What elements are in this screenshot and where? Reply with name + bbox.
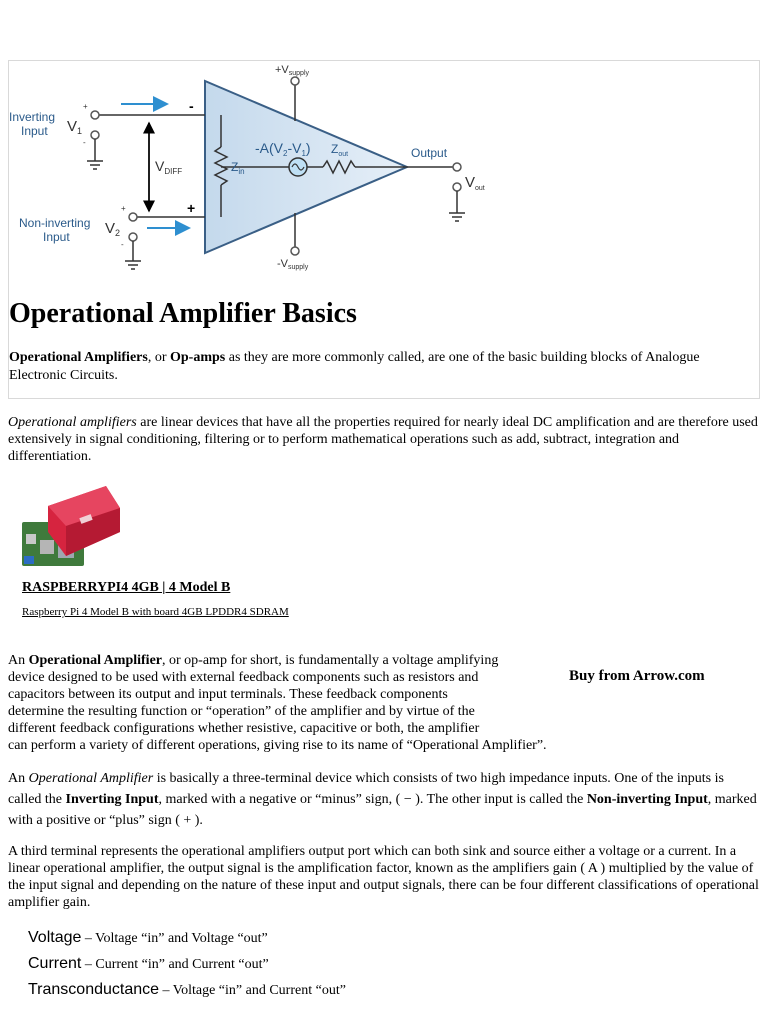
noninverting-label-2: Input: [43, 230, 70, 244]
zin-label: $Z_{in}$: [231, 160, 245, 176]
paragraph-3-text-3: , marked with a positive or “plus” sign ( + ).: [8, 792, 757, 828]
paragraph-2: [8, 652, 568, 754]
paragraph-2-bold: Operational Amplifier: [28, 653, 163, 668]
gain-term: Current: [28, 955, 82, 972]
paragraph-2-lead: An: [8, 653, 29, 668]
paragraph-2-line-5: can perform a variety of different operations, giving rise to its name of “Operational Amplifier”.: [8, 738, 547, 753]
vsupply-neg-label: -Vsupply: [277, 258, 309, 271]
paragraph-3-lead: An: [8, 771, 29, 786]
intro-bold-1: Operational Amplifiers: [9, 350, 148, 365]
intro-text: [9, 349, 749, 385]
paragraph-3: [8, 768, 760, 831]
list-item: [28, 954, 628, 980]
vdiff-label: $V_{DIFF}$: [155, 158, 183, 176]
plus-sign: +: [187, 200, 196, 216]
vout-label: $V_{out}$: [465, 174, 485, 192]
paragraph-1: [8, 414, 760, 465]
paragraph-3-italic: Operational Amplifier: [28, 771, 154, 786]
gain-classification-list: [28, 928, 628, 1006]
gain-desc: – Voltage “in” and Voltage “out”: [81, 931, 268, 946]
list-item: [28, 980, 628, 1006]
page-title: Operational Amplifier Basics: [9, 298, 357, 329]
opamp-diagram: [9, 61, 499, 285]
paragraph-2-line-3: determine the resulting function or “operation” of the amplifier and by virtue of the: [8, 704, 475, 719]
output-label: Output: [411, 146, 448, 160]
pin-plus-1: +: [83, 102, 88, 111]
paragraph-1-italic: Operational amplifiers: [8, 415, 137, 430]
paragraph-2-line-2: capacitors between its output and input terminals. These feedback components: [8, 687, 448, 702]
v2-label: $V_2$: [105, 220, 121, 238]
product-title-link[interactable]: RASPBERRYPI4 4GB | 4 Model B: [22, 580, 231, 595]
paragraph-4: A third terminal represents the operational amplifiers output port which can both sink and source either a voltage or a current. In a linear operational amplifier, the output signal is the amplification factor, known as the amplifiers gain ( A ) multiplied by the value of the input signal and depending on the nature of these input and output signals, there can be four different classifications of operational amplifier gain.: [8, 844, 759, 910]
pin-plus-2: +: [121, 204, 126, 213]
v1-label: $V_1$: [67, 118, 83, 136]
paragraph-2-line-4: different feedback configurations whether resistive, capacitive or both, the amplifier: [8, 721, 480, 736]
gain-term: Transconductance: [28, 981, 160, 998]
gain-desc: – Current “in” and Current “out”: [81, 957, 269, 972]
vsupply-pos-label: +Vsupply: [275, 64, 309, 77]
paragraph-3-text-1: is basically a three-terminal device which consists of two high impedance inputs. One of the inputs is called the: [8, 771, 724, 807]
article-card: [8, 60, 760, 399]
list-item: [28, 928, 628, 954]
intro-bold-2: Op-amps: [170, 350, 226, 365]
paragraph-3-text-2: , marked with a negative or “minus” sign, ( − ). The other input is called the: [158, 792, 587, 807]
minus-sign: -: [189, 98, 194, 114]
product-description-link[interactable]: Raspberry Pi 4 Model B with board 4GB LPDDR4 SDRAM: [22, 606, 289, 618]
gain-term: Voltage: [28, 929, 82, 946]
paragraph-1-text: are linear devices that have all the properties required for nearly ideal DC amplification and are therefore used extensively in signal conditioning, filtering or to perform mathematical operations such as add, subtract, integration and differentiation.: [8, 415, 758, 464]
raspberry-pi-product-image[interactable]: [20, 486, 120, 576]
paragraph-2-line-1: device designed to be used with external feedback components such as resistors and: [8, 670, 479, 685]
pin-minus-2: -: [121, 240, 124, 249]
zout-label: $Z_{out}$: [331, 142, 349, 158]
inverting-label-2: Input: [21, 124, 48, 138]
intro-text-1: , or: [147, 350, 170, 365]
noninverting-label-1: Non-inverting: [19, 216, 91, 230]
buy-from-arrow-link[interactable]: Buy from Arrow.com: [569, 668, 705, 684]
paragraph-2-line-0: , or op-amp for short, is fundamentally a voltage amplifying: [162, 653, 499, 668]
paragraph-3-bold-1: Inverting Input: [65, 792, 159, 807]
inverting-label-1: Inverting: [9, 110, 56, 124]
gain-desc: – Voltage “in” and Current “out”: [159, 983, 346, 998]
pin-minus-1: -: [83, 138, 86, 147]
paragraph-3-bold-2: Non-inverting Input: [586, 792, 708, 807]
gain-label: $-A(V_2-V_1)$: [255, 140, 311, 158]
intro-text-2: as they are more commonly called, are one of the basic building blocks of Analogue Electronic Circuits.: [9, 350, 700, 383]
